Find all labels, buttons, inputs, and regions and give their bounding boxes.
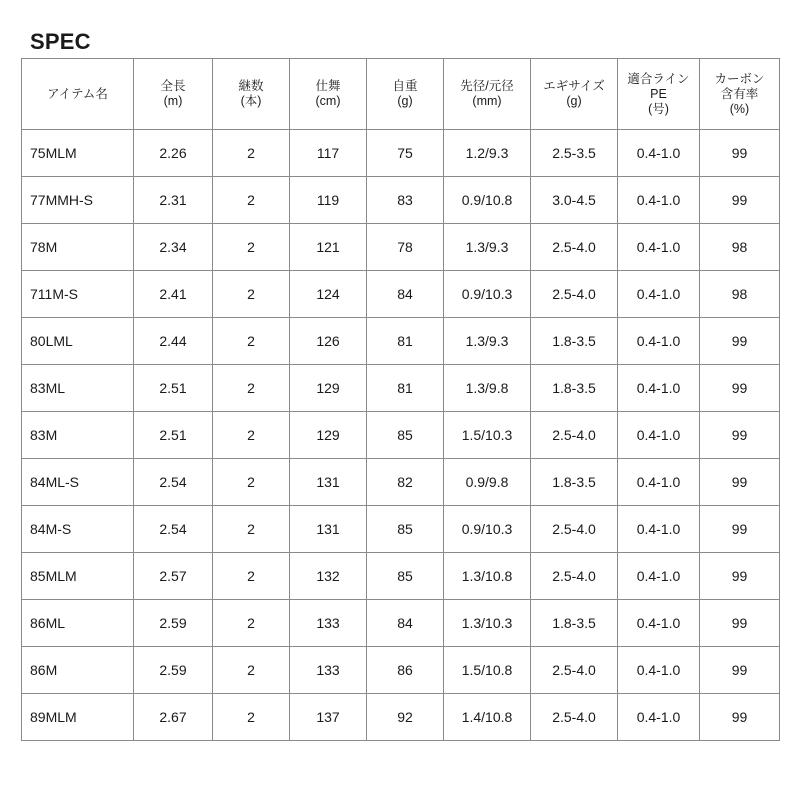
cell-closed-length: 117 bbox=[290, 130, 367, 177]
cell-carbon-content: 99 bbox=[700, 459, 780, 506]
header-pe-line bbox=[618, 59, 700, 130]
spec-title: SPEC bbox=[30, 29, 91, 54]
cell-weight: 92 bbox=[367, 694, 444, 741]
cell-tip-butt-diameter: 1.5/10.3 bbox=[444, 412, 531, 459]
header-line: 含有率 bbox=[720, 86, 759, 101]
cell-egi-size: 1.8-3.5 bbox=[531, 318, 618, 365]
cell-closed-length: 121 bbox=[290, 224, 367, 271]
cell-weight: 75 bbox=[367, 130, 444, 177]
cell-closed-length: 119 bbox=[290, 177, 367, 224]
cell-carbon-content: 99 bbox=[700, 177, 780, 224]
table-row bbox=[22, 553, 780, 600]
cell-closed-length: 129 bbox=[290, 412, 367, 459]
cell-carbon-content: 99 bbox=[700, 600, 780, 647]
cell-pe-line: 0.4-1.0 bbox=[618, 318, 700, 365]
cell-closed-length: 124 bbox=[290, 271, 367, 318]
cell-item-name: 83M bbox=[22, 412, 134, 459]
cell-tip-butt-diameter: 1.3/10.8 bbox=[444, 553, 531, 600]
cell-weight: 84 bbox=[367, 600, 444, 647]
header-line: 継数 bbox=[238, 79, 264, 93]
table-row bbox=[22, 365, 780, 412]
header-tip-butt-diameter bbox=[444, 59, 531, 130]
cell-egi-size: 2.5-4.0 bbox=[531, 553, 618, 600]
cell-weight: 85 bbox=[367, 553, 444, 600]
cell-tip-butt-diameter: 1.3/10.3 bbox=[444, 600, 531, 647]
cell-sections: 2 bbox=[213, 506, 290, 553]
cell-carbon-content: 99 bbox=[700, 694, 780, 741]
header-closed-length bbox=[290, 59, 367, 130]
cell-item-name: 89MLM bbox=[22, 694, 134, 741]
spec-table-header bbox=[22, 59, 780, 130]
header-line: 先径/元径 bbox=[460, 79, 514, 93]
cell-sections: 2 bbox=[213, 318, 290, 365]
header-row bbox=[22, 59, 780, 130]
cell-pe-line: 0.4-1.0 bbox=[618, 412, 700, 459]
cell-egi-size: 1.8-3.5 bbox=[531, 365, 618, 412]
cell-length: 2.54 bbox=[134, 506, 213, 553]
cell-weight: 84 bbox=[367, 271, 444, 318]
cell-pe-line: 0.4-1.0 bbox=[618, 224, 700, 271]
cell-sections: 2 bbox=[213, 553, 290, 600]
cell-pe-line: 0.4-1.0 bbox=[618, 365, 700, 412]
table-row bbox=[22, 177, 780, 224]
table-row bbox=[22, 647, 780, 694]
cell-item-name: 78M bbox=[22, 224, 134, 271]
cell-tip-butt-diameter: 0.9/10.3 bbox=[444, 506, 531, 553]
cell-pe-line: 0.4-1.0 bbox=[618, 694, 700, 741]
cell-egi-size: 3.0-4.5 bbox=[531, 177, 618, 224]
cell-egi-size: 2.5-4.0 bbox=[531, 506, 618, 553]
cell-item-name: 86M bbox=[22, 647, 134, 694]
cell-closed-length: 133 bbox=[290, 647, 367, 694]
cell-closed-length: 131 bbox=[290, 506, 367, 553]
spec-table bbox=[21, 58, 780, 741]
header-length bbox=[134, 59, 213, 130]
cell-pe-line: 0.4-1.0 bbox=[618, 459, 700, 506]
cell-sections: 2 bbox=[213, 365, 290, 412]
header-line: 全長 bbox=[160, 79, 186, 93]
cell-pe-line: 0.4-1.0 bbox=[618, 600, 700, 647]
cell-item-name: 84M-S bbox=[22, 506, 134, 553]
cell-tip-butt-diameter: 0.9/10.8 bbox=[444, 177, 531, 224]
header-line: アイテム名 bbox=[47, 86, 108, 101]
cell-item-name: 75MLM bbox=[22, 130, 134, 177]
cell-carbon-content: 99 bbox=[700, 412, 780, 459]
table-row bbox=[22, 412, 780, 459]
cell-weight: 83 bbox=[367, 177, 444, 224]
cell-closed-length: 131 bbox=[290, 459, 367, 506]
cell-egi-size: 2.5-3.5 bbox=[531, 130, 618, 177]
header-line: 仕舞 bbox=[315, 79, 341, 93]
header-line: (本) bbox=[240, 94, 262, 108]
cell-item-name: 711M-S bbox=[22, 271, 134, 318]
cell-length: 2.54 bbox=[134, 459, 213, 506]
header-egi-size bbox=[531, 59, 618, 130]
cell-tip-butt-diameter: 1.5/10.8 bbox=[444, 647, 531, 694]
cell-sections: 2 bbox=[213, 271, 290, 318]
cell-carbon-content: 98 bbox=[700, 224, 780, 271]
header-item-name bbox=[22, 59, 134, 130]
table-row bbox=[22, 506, 780, 553]
cell-pe-line: 0.4-1.0 bbox=[618, 553, 700, 600]
cell-length: 2.34 bbox=[134, 224, 213, 271]
cell-carbon-content: 99 bbox=[700, 318, 780, 365]
cell-weight: 81 bbox=[367, 318, 444, 365]
header-sections bbox=[213, 59, 290, 130]
cell-length: 2.31 bbox=[134, 177, 213, 224]
table-row bbox=[22, 130, 780, 177]
table-row bbox=[22, 694, 780, 741]
cell-closed-length: 132 bbox=[290, 553, 367, 600]
header-line: 適合ライン bbox=[627, 71, 690, 86]
cell-length: 2.44 bbox=[134, 318, 213, 365]
header-line: (g) bbox=[397, 94, 413, 108]
cell-item-name: 85MLM bbox=[22, 553, 134, 600]
cell-sections: 2 bbox=[213, 459, 290, 506]
cell-sections: 2 bbox=[213, 224, 290, 271]
header-line: (mm) bbox=[472, 94, 502, 108]
cell-closed-length: 133 bbox=[290, 600, 367, 647]
header-line: (m) bbox=[163, 94, 183, 108]
cell-carbon-content: 99 bbox=[700, 647, 780, 694]
cell-weight: 78 bbox=[367, 224, 444, 271]
cell-weight: 85 bbox=[367, 412, 444, 459]
cell-pe-line: 0.4-1.0 bbox=[618, 506, 700, 553]
cell-weight: 81 bbox=[367, 365, 444, 412]
header-carbon-content bbox=[700, 59, 780, 130]
header-line: PE bbox=[650, 86, 667, 101]
cell-egi-size: 2.5-4.0 bbox=[531, 271, 618, 318]
header-weight bbox=[367, 59, 444, 130]
cell-sections: 2 bbox=[213, 647, 290, 694]
cell-closed-length: 129 bbox=[290, 365, 367, 412]
spec-table-body bbox=[22, 130, 780, 741]
header-line: (%) bbox=[729, 101, 750, 116]
cell-length: 2.57 bbox=[134, 553, 213, 600]
cell-sections: 2 bbox=[213, 694, 290, 741]
cell-egi-size: 1.8-3.5 bbox=[531, 459, 618, 506]
cell-tip-butt-diameter: 1.3/9.3 bbox=[444, 318, 531, 365]
cell-length: 2.51 bbox=[134, 365, 213, 412]
cell-pe-line: 0.4-1.0 bbox=[618, 177, 700, 224]
cell-length: 2.67 bbox=[134, 694, 213, 741]
cell-closed-length: 126 bbox=[290, 318, 367, 365]
cell-length: 2.51 bbox=[134, 412, 213, 459]
cell-length: 2.59 bbox=[134, 600, 213, 647]
cell-tip-butt-diameter: 1.4/10.8 bbox=[444, 694, 531, 741]
cell-item-name: 86ML bbox=[22, 600, 134, 647]
cell-tip-butt-diameter: 1.3/9.3 bbox=[444, 224, 531, 271]
header-line: エギサイズ bbox=[543, 79, 605, 93]
cell-tip-butt-diameter: 1.3/9.8 bbox=[444, 365, 531, 412]
cell-carbon-content: 99 bbox=[700, 365, 780, 412]
cell-item-name: 80LML bbox=[22, 318, 134, 365]
cell-sections: 2 bbox=[213, 600, 290, 647]
header-line: カーボン bbox=[714, 71, 765, 86]
cell-egi-size: 2.5-4.0 bbox=[531, 412, 618, 459]
cell-carbon-content: 98 bbox=[700, 271, 780, 318]
cell-tip-butt-diameter: 1.2/9.3 bbox=[444, 130, 531, 177]
cell-egi-size: 1.8-3.5 bbox=[531, 600, 618, 647]
cell-sections: 2 bbox=[213, 412, 290, 459]
cell-closed-length: 137 bbox=[290, 694, 367, 741]
header-line: 自重 bbox=[392, 79, 418, 93]
cell-carbon-content: 99 bbox=[700, 506, 780, 553]
cell-egi-size: 2.5-4.0 bbox=[531, 694, 618, 741]
cell-egi-size: 2.5-4.0 bbox=[531, 224, 618, 271]
table-row bbox=[22, 459, 780, 506]
header-line: (g) bbox=[566, 94, 582, 108]
cell-item-name: 84ML-S bbox=[22, 459, 134, 506]
cell-length: 2.59 bbox=[134, 647, 213, 694]
cell-carbon-content: 99 bbox=[700, 553, 780, 600]
cell-egi-size: 2.5-4.0 bbox=[531, 647, 618, 694]
cell-length: 2.26 bbox=[134, 130, 213, 177]
cell-pe-line: 0.4-1.0 bbox=[618, 130, 700, 177]
table-row bbox=[22, 224, 780, 271]
table-row bbox=[22, 600, 780, 647]
cell-weight: 82 bbox=[367, 459, 444, 506]
cell-sections: 2 bbox=[213, 130, 290, 177]
cell-weight: 86 bbox=[367, 647, 444, 694]
cell-length: 2.41 bbox=[134, 271, 213, 318]
cell-tip-butt-diameter: 0.9/9.8 bbox=[444, 459, 531, 506]
header-line: (cm) bbox=[315, 94, 341, 108]
cell-pe-line: 0.4-1.0 bbox=[618, 271, 700, 318]
header-line: (号) bbox=[648, 101, 669, 116]
cell-item-name: 77MMH-S bbox=[22, 177, 134, 224]
cell-weight: 85 bbox=[367, 506, 444, 553]
cell-tip-butt-diameter: 0.9/10.3 bbox=[444, 271, 531, 318]
cell-item-name: 83ML bbox=[22, 365, 134, 412]
cell-pe-line: 0.4-1.0 bbox=[618, 647, 700, 694]
cell-sections: 2 bbox=[213, 177, 290, 224]
table-row bbox=[22, 318, 780, 365]
cell-carbon-content: 99 bbox=[700, 130, 780, 177]
table-row bbox=[22, 271, 780, 318]
